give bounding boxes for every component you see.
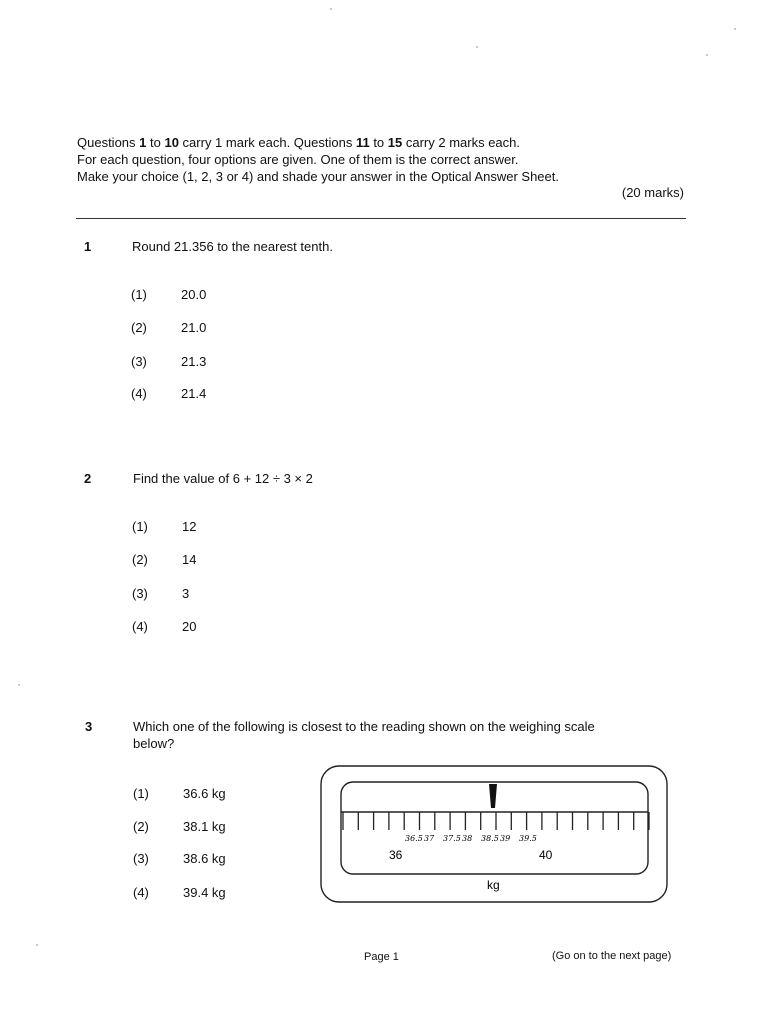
question-1-text: Round 21.356 to the nearest tenth. [132, 239, 333, 254]
weighing-scale-svg [319, 764, 669, 906]
scan-speck [476, 46, 478, 48]
page-number: Page 1 [364, 951, 399, 963]
scale-pointer [489, 784, 497, 808]
scale-ticks [343, 812, 649, 830]
scale-handwritten-label: 38 [462, 834, 473, 843]
scan-speck [734, 28, 736, 30]
question-3-text-line-1: Which one of the following is closest to the reading shown on the weighing scale [133, 719, 595, 734]
scale-label-40: 40 [539, 848, 553, 862]
scan-speck [706, 54, 708, 56]
continue-note: (Go on to the next page) [552, 950, 672, 962]
scale-handwritten-label: 39 [500, 834, 511, 843]
instructions-line-3: Make your choice (1, 2, 3 or 4) and shade your answer in the Optical Answer Sheet. [77, 169, 559, 184]
scale-handwritten-label: 36.5 [405, 834, 423, 843]
question-2-text: Find the value of 6 + 12 ÷ 3 × 2 [133, 471, 313, 486]
scan-speck [18, 684, 20, 686]
exam-page: Questions 1 to 10 carry 1 mark each. Questions 11 to 15 carry 2 marks each. For each question, four options are given. One of them is the correct answer. Make your choice (1, 2, 3 or 4) and shade your answer in the Optical Answer Sheet. (20 marks) 1 Round 21.356 to the nearest tenth. (1) 20.0 (2) 21.0 (3) 21.3 (4) 21.4 2 Find the value of 6 + 12 ÷ 3 × 2 (1) 12 (2) 14 (3) 3 (4) 20 3 Which one of the following is closest to the reading shown on the weighing scale below? (1) 36.6 kg (2) 38.1 kg (3) 38.6 kg (4) 39.4 kg 36 40 kg 36.5 37 37.5 38 38.5 39 39.5 Page 1 (Go on to the next page) [0, 0, 768, 1024]
question-3-text-line-2: below? [133, 736, 175, 751]
scale-unit-label: kg [487, 878, 500, 892]
instructions-line-2: For each question, four options are given. One of them is the correct answer. [77, 152, 519, 167]
marks-total: (20 marks) [621, 185, 684, 200]
question-3-text [133, 718, 673, 752]
divider [76, 218, 686, 219]
scale-handwritten-label: 37 [424, 834, 435, 843]
scale-handwritten-notes [405, 834, 537, 843]
question-1-number: 1 [84, 239, 92, 254]
scan-speck [36, 944, 38, 946]
question-2-number: 2 [84, 471, 92, 486]
scan-speck [330, 8, 332, 10]
question-3-number: 3 [85, 719, 93, 734]
instructions [77, 134, 687, 185]
scale-handwritten-label: 39.5 [519, 834, 537, 843]
scale-handwritten-label: 37.5 [443, 834, 461, 843]
scale-label-36: 36 [389, 848, 403, 862]
weighing-scale-figure [319, 764, 669, 906]
instructions-line-1: Questions 1 to 10 carry 1 mark each. Questions 11 to 15 carry 2 marks each. [77, 135, 521, 150]
scale-handwritten-label: 38.5 [481, 834, 499, 843]
